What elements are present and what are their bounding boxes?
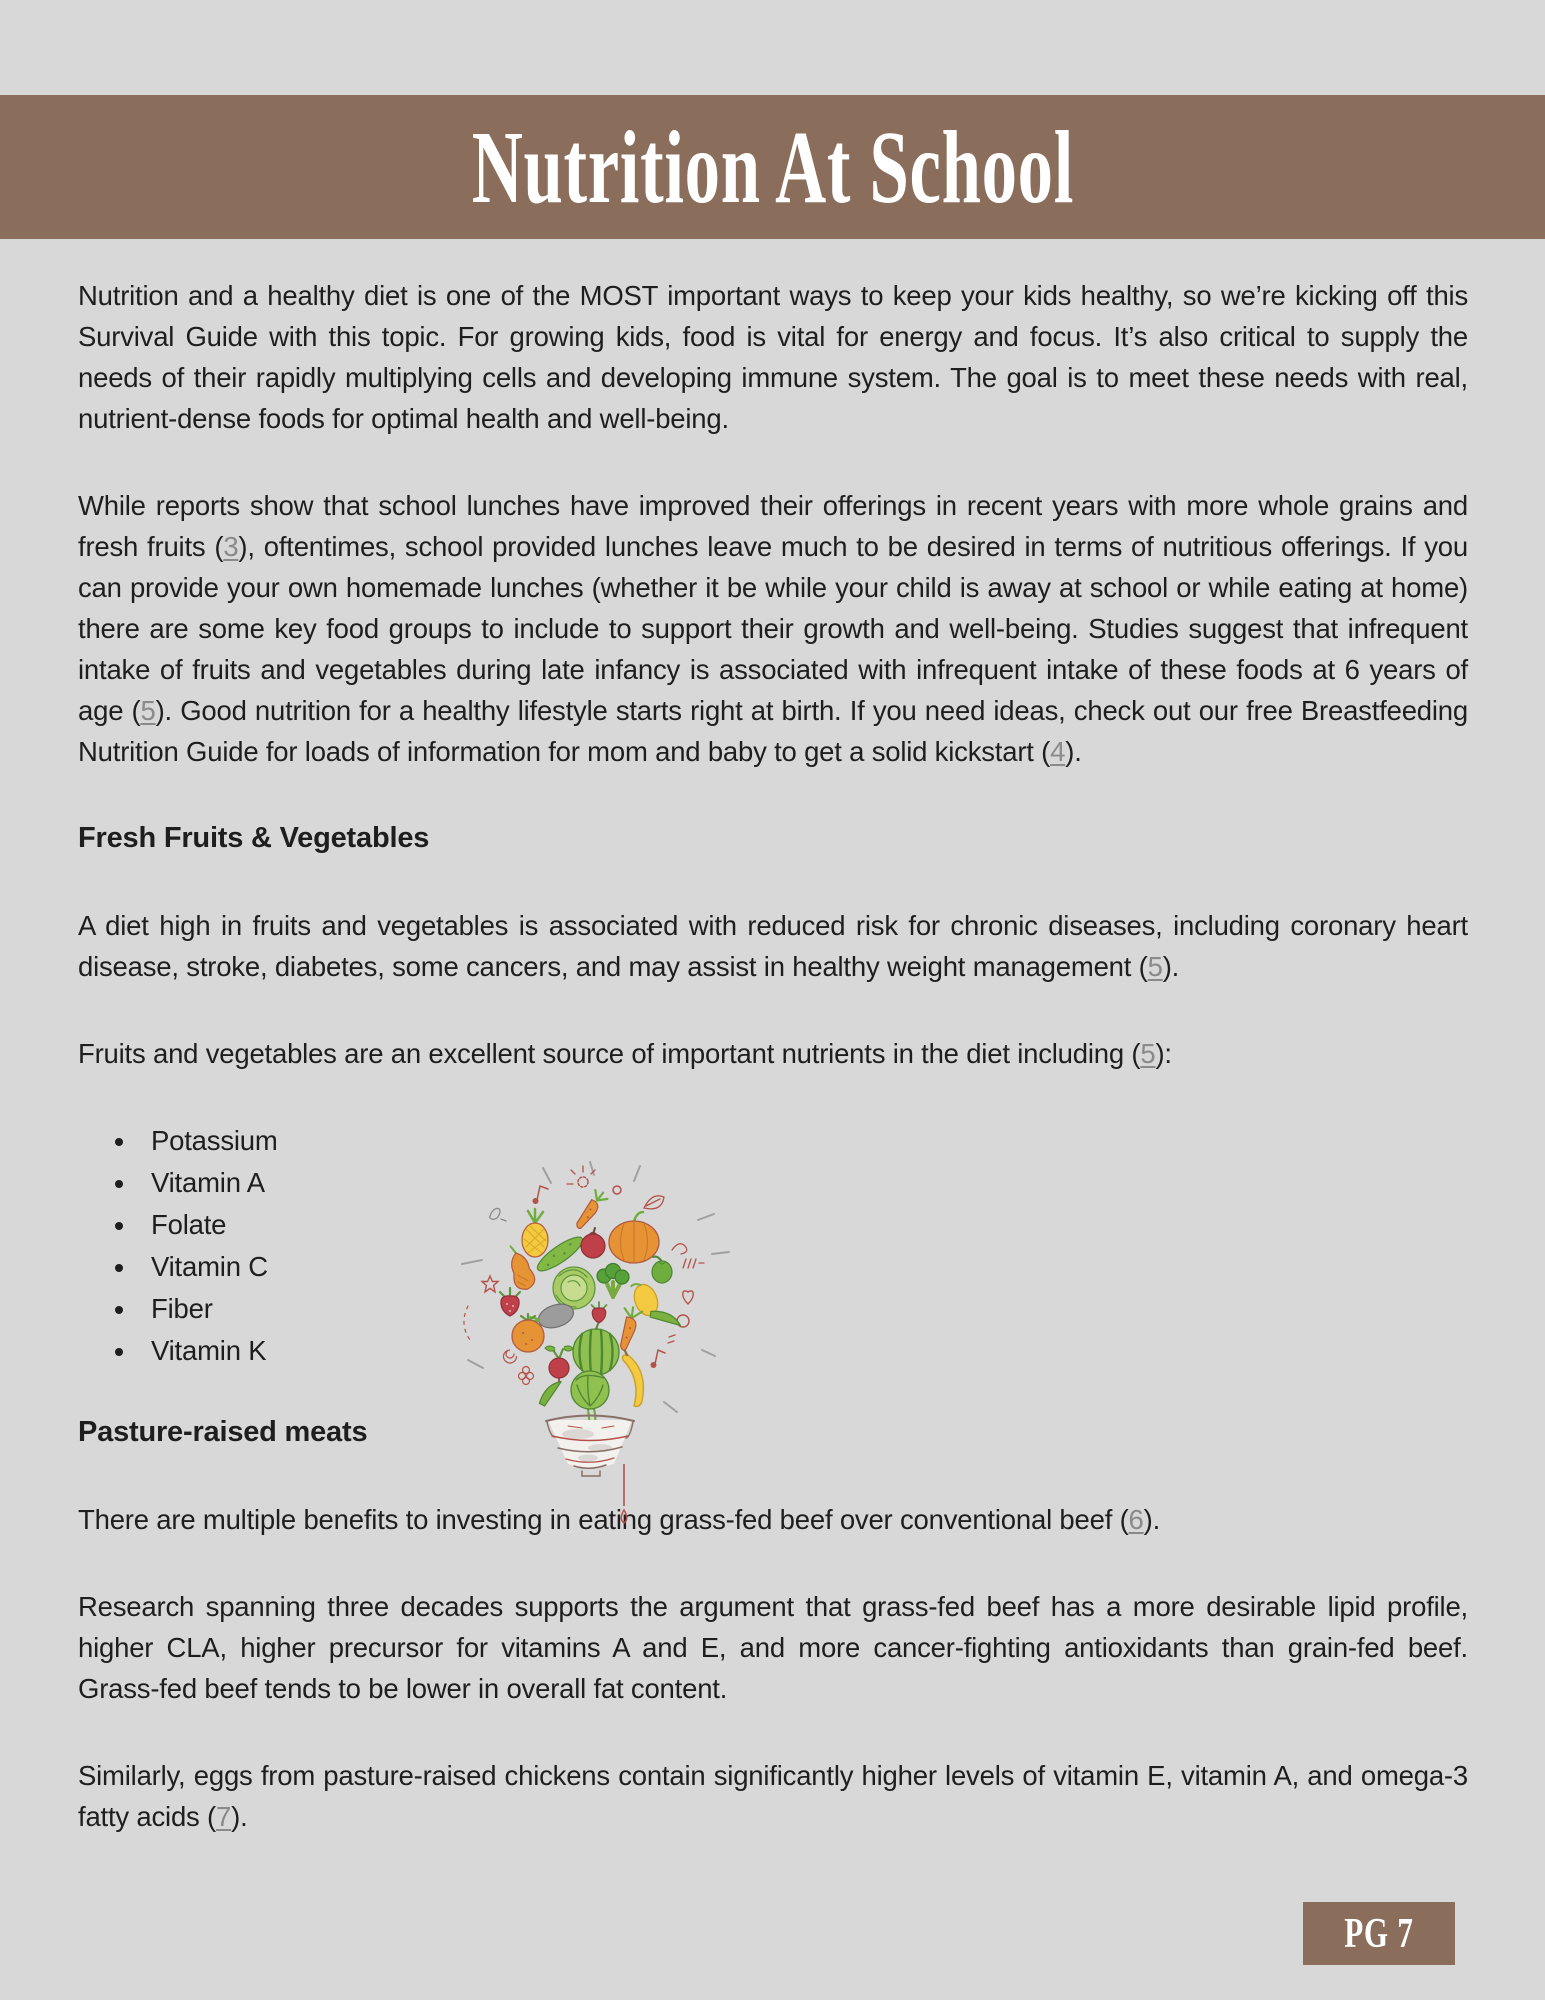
- citation-link-5[interactable]: 5: [1147, 951, 1163, 982]
- page-number-badge: [1303, 1902, 1455, 1965]
- paragraph-diet-benefits: A diet high in fruits and vegetables is associated with reduced risk for chronic diseases, including coronary heart disease, stroke, diabetes, some cancers, and may assist in healthy weight management (5).: [78, 910, 1468, 982]
- heading-fresh-fruits-vegetables: Fresh Fruits & Vegetables: [78, 822, 430, 854]
- list-item-vitamin-a: • Vitamin A: [138, 1162, 1468, 1204]
- citation-link-5[interactable]: 5: [140, 695, 156, 726]
- citation-link-3[interactable]: 3: [223, 531, 239, 562]
- paragraph-grass-fed: There are multiple benefits to investing in eating grass-fed beef over conventional beef (6).: [78, 1504, 1161, 1535]
- page-content: [78, 239, 1468, 1883]
- page-number-label: PG 7: [1344, 1910, 1414, 1957]
- list-item-fiber: • Fiber: [138, 1288, 1468, 1330]
- list-item-potassium: • Potassium: [138, 1120, 1468, 1162]
- list-item-vitamin-k: • Vitamin K: [138, 1330, 1468, 1372]
- paragraph-intro: Nutrition and a healthy diet is one of the MOST important ways to keep your kids healthy, so we’re kicking off this Survival Guide with this topic. For growing kids, food is vital for energy and focus. It’s also critical to supply the needs of their rapidly multiplying cells and developing immune system. The goal is to meet these needs with real, nutrient-dense foods for optimal health and well-being.: [78, 280, 1468, 434]
- citation-link-5[interactable]: 5: [1140, 1038, 1156, 1069]
- paragraph-school-lunches: While reports show that school lunches have improved their offerings in recent years with more whole grains and fresh fruits (3), oftentimes, school provided lunches leave much to be desired in terms of nutritious offerings. If you can provide your own homemade lunches (whether it be while your child is away at school or while eating at home) there are some key food groups to include to support their growth and well-being. Studies suggest that infrequent intake of fruits and vegetables during late infancy is associated with infrequent intake of these foods at 6 years of age (5). Good nutrition for a healthy lifestyle starts right at birth. If you need ideas, check out our free Breastfeeding Nutrition Guide for loads of information for mom and baby to get a solid kickstart (4).: [78, 490, 1468, 767]
- fruits-vegetables-lightbulb-illustration: [440, 1158, 750, 1538]
- page-banner: [0, 95, 1545, 239]
- paragraph-research: Research spanning three decades supports the argument that grass-fed beef has a more desirable lipid profile, higher CLA, higher precursor for vitamins A and E, and more cancer-fighting antioxidants than grain-fed beef. Grass-fed beef tends to be lower in overall fat content.: [78, 1591, 1468, 1704]
- citation-link-4[interactable]: 4: [1050, 736, 1066, 767]
- paragraph-eggs: Similarly, eggs from pasture-raised chickens contain significantly higher levels of vitamin E, vitamin A, and omega-3 fatty acids (7).: [78, 1760, 1468, 1832]
- nutrients-list: [78, 1120, 1468, 1372]
- paragraph-nutrients-intro: Fruits and vegetables are an excellent source of important nutrients in the diet including (5):: [78, 1038, 1172, 1069]
- list-item-vitamin-c: • Vitamin C: [138, 1246, 1468, 1288]
- heading-pasture-raised-meats: Pasture-raised meats: [78, 1416, 368, 1448]
- citation-link-6[interactable]: 6: [1128, 1504, 1144, 1535]
- page-title: Nutrition At School: [471, 109, 1074, 225]
- citation-link-7[interactable]: 7: [216, 1801, 232, 1832]
- list-item-folate: • Folate: [138, 1204, 1468, 1246]
